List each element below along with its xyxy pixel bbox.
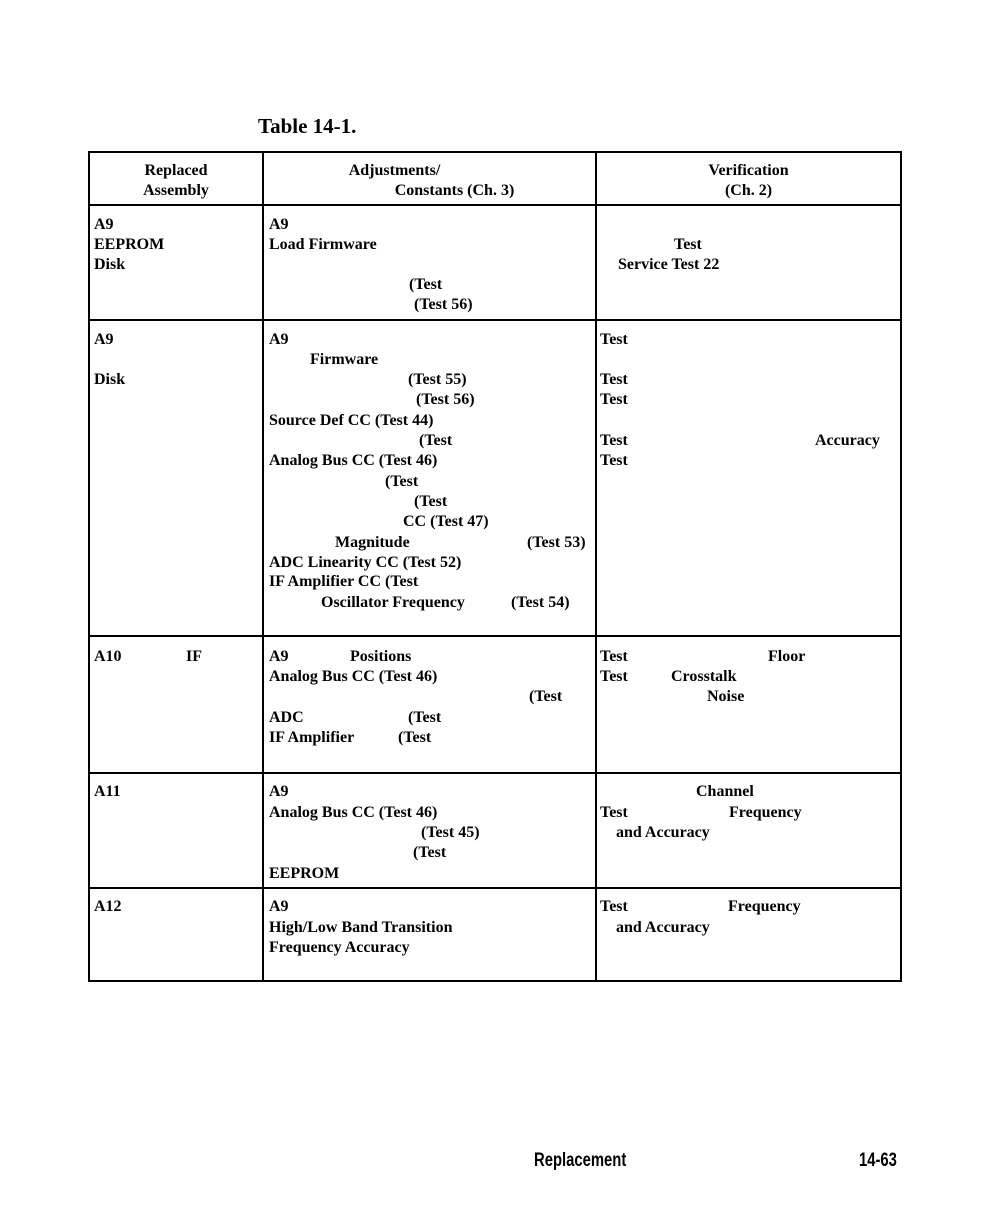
row4-adjust-line2: Analog Bus CC (Test 46) (269, 804, 438, 821)
row1-assembly-line3: Disk (94, 256, 126, 273)
row1-adjust-line2: Load Firmware (269, 236, 377, 253)
row3-adjust-line5b: (Test (398, 729, 432, 746)
row1-assembly-line2: EEPROM (94, 236, 165, 253)
row-divider-4 (88, 887, 902, 889)
row2-adjust-line9: (Test (414, 493, 448, 510)
row2-adjust-line5: Source Def CC (Test 44) (269, 412, 434, 429)
header-col3-line1: Verification (708, 162, 789, 179)
row3-verify-line2b: Crosstalk (671, 668, 737, 685)
row2-adjust-line6: (Test (419, 432, 453, 449)
row2-adjust-line8: (Test (385, 473, 419, 490)
header-replaced-assembly (90, 161, 262, 201)
row3-adjust-line1b: Positions (350, 648, 412, 665)
row1-adjust-line5: (Test 56) (414, 296, 473, 313)
table-title: Table 14-1. (258, 114, 357, 138)
replacement-table (88, 151, 902, 982)
row2-adjust-line7: Analog Bus CC (Test 46) (269, 452, 438, 469)
row4-adjust-line3: (Test 45) (421, 824, 480, 841)
footer-section: Replacement (534, 1150, 627, 1171)
row3-adjust-line4b: (Test (408, 709, 442, 726)
row3-adjust-line2: Analog Bus CC (Test 46) (269, 668, 438, 685)
row2-adjust-line13: IF Amplifier CC (Test (269, 573, 419, 590)
row2-adjust-line3: (Test 55) (408, 371, 467, 388)
row2-adjust-line10: CC (Test 47) (403, 513, 489, 530)
row3-adjust-line1a: A9 (269, 648, 289, 665)
row1-verify-line2: Test (674, 236, 702, 253)
row1-adjust-line4: (Test (409, 276, 443, 293)
row2-verify-line7: Test (600, 452, 628, 469)
row2-adjust-line11b: (Test 53) (527, 534, 586, 551)
row3-adjust-line3: (Test (529, 688, 563, 705)
row5-verify-line1b: Frequency (728, 898, 801, 915)
row2-adjust-line14a: Oscillator Frequency (321, 594, 465, 611)
header-col2-line2: Constants (Ch. 3) (394, 182, 515, 199)
row5-adjust-line3: Frequency Accuracy (269, 939, 410, 956)
row2-adjust-line1: A9 (269, 331, 289, 348)
table-border-left (88, 151, 90, 982)
column-divider-1 (262, 151, 264, 982)
row-divider-3 (88, 772, 902, 774)
row5-adjust-line2: High/Low Band Transition (269, 919, 453, 936)
header-col3-line2: (Ch. 2) (724, 182, 773, 199)
header-col1-line2: Assembly (143, 182, 209, 199)
row3-assembly-line1b: IF (186, 648, 202, 665)
table-border-bottom (88, 980, 902, 982)
footer-page-number: 14-63 (859, 1150, 897, 1171)
table-border-right (900, 151, 902, 982)
row2-verify-line4: Test (600, 391, 628, 408)
row4-adjust-line1: A9 (269, 783, 289, 800)
row3-adjust-line5a: IF Amplifier (269, 729, 355, 746)
row2-assembly-line1: A9 (94, 331, 114, 348)
row4-adjust-line5: EEPROM (269, 865, 340, 882)
row4-assembly-line1: A11 (94, 783, 121, 800)
row-divider-1 (88, 319, 902, 321)
row4-verify-line1: Channel (696, 783, 754, 800)
header-divider (88, 204, 902, 206)
row5-assembly-line1: A12 (94, 898, 122, 915)
row5-verify-line2: and Accuracy (616, 919, 710, 936)
row3-adjust-line4a: ADC (269, 709, 304, 726)
row3-verify-line1a: Test (600, 648, 628, 665)
row3-verify-line1b: Floor (768, 648, 806, 665)
row1-verify-line3: Service Test 22 (618, 256, 720, 273)
column-divider-2 (595, 151, 597, 982)
row-divider-2 (88, 635, 902, 637)
row2-assembly-line3: Disk (94, 371, 126, 388)
row2-adjust-line4: (Test 56) (416, 391, 475, 408)
row3-assembly-line1a: A10 (94, 648, 122, 665)
header-adjustments (264, 161, 595, 201)
row2-verify-line6b: Accuracy (815, 432, 880, 449)
row5-adjust-line1: A9 (269, 898, 289, 915)
row4-verify-line2a: Test (600, 804, 628, 821)
row2-adjust-line14b: (Test 54) (511, 594, 570, 611)
row4-verify-line3: and Accuracy (616, 824, 710, 841)
row2-adjust-line2: Firmware (310, 351, 379, 368)
row2-adjust-line12: ADC Linearity CC (Test 52) (269, 554, 462, 571)
row1-assembly-line1: A9 (94, 216, 114, 233)
table-border-top (88, 151, 902, 153)
header-col2-line1: Adjustments/ (348, 162, 441, 179)
row2-verify-line6a: Test (600, 432, 628, 449)
row5-verify-line1a: Test (600, 898, 628, 915)
header-verification (597, 161, 900, 201)
row2-adjust-line11a: Magnitude (335, 534, 410, 551)
row4-adjust-line4: (Test (413, 844, 447, 861)
row2-verify-line1: Test (600, 331, 628, 348)
header-col1-line1: Replaced (144, 162, 208, 179)
row2-verify-line3: Test (600, 371, 628, 388)
row3-verify-line2a: Test (600, 668, 628, 685)
row4-verify-line2b: Frequency (729, 804, 802, 821)
row1-adjust-line1: A9 (269, 216, 289, 233)
row3-verify-line3: Noise (707, 688, 745, 705)
